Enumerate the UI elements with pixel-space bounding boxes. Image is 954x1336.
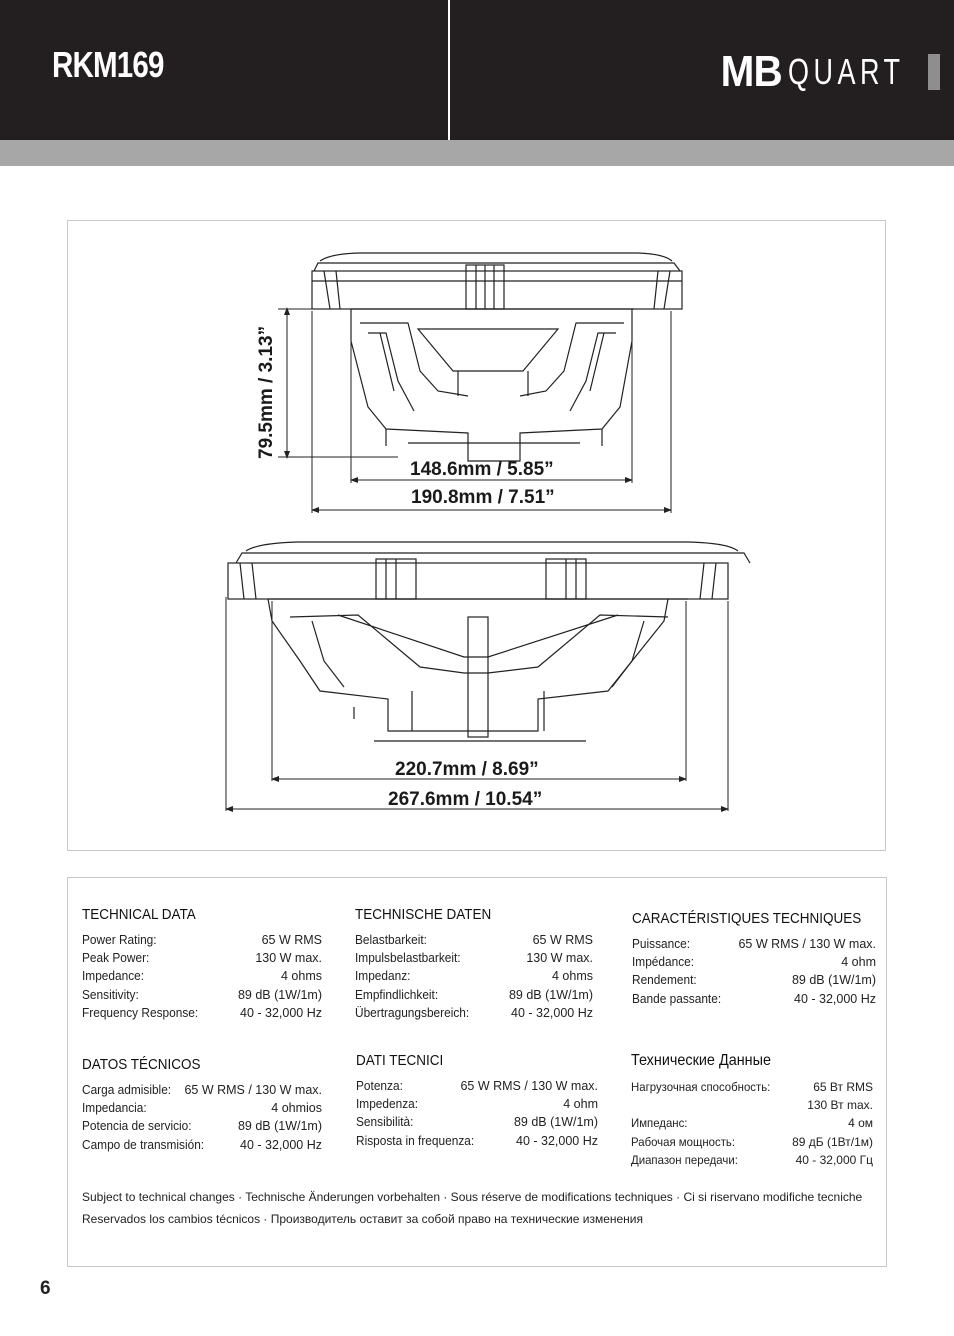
spec-row [355,986,593,1004]
spec-row [356,1077,598,1095]
spec-section-fr [632,910,876,1008]
spec-row [355,949,593,967]
speaker-side-view-bottom [228,542,750,741]
spec-value: 65 W RMS / 130 W max. [460,1079,598,1093]
spec-section-it [356,1052,598,1150]
spec-row [356,1095,598,1113]
header-divider [448,0,450,140]
spec-title: CARACTÉRISTIQUES TECHNIQUES [632,910,862,927]
spec-label: Impedenza: [356,1097,419,1112]
spec-row [632,990,876,1008]
height-dimension-label: 79.5mm / 3.13” [256,325,277,459]
spec-value: 4 ohm [563,1097,598,1112]
spec-title: DATOS TÉCNICOS [82,1056,201,1073]
spec-label: Bande passante: [632,991,722,1006]
spec-row [355,967,593,985]
speaker-drawing [68,221,887,852]
spec-label: Диапазон передачи: [631,1152,738,1167]
spec-label: Risposta in frequenza: [356,1133,475,1148]
spec-section-ru [631,1052,873,1169]
spec-row [82,931,322,949]
spec-value: 40 - 32,000 Hz [511,1005,593,1020]
spec-value: 65 W RMS / 130 W max. [184,1083,322,1097]
spec-row [82,1081,322,1099]
spec-row [355,1004,593,1022]
spec-section-de [355,906,593,1022]
dimension-drawing [67,220,886,851]
spec-value: 4 ohmios [271,1101,322,1116]
spec-value: 130 Вт max. [807,1098,873,1113]
spec-section-es [82,1056,322,1154]
spec-label: Peak Power: [82,951,150,966]
spec-row [356,1113,598,1131]
header-band [0,140,954,166]
spec-label: Sensitivity: [82,987,139,1002]
spec-label: Empfindlichkeit: [355,987,439,1002]
spec-value: 65 Вт RMS [813,1080,873,1094]
spec-value: 89 dB (1W/1m) [791,973,876,988]
spec-row [631,1114,873,1132]
speaker-side-view-top [312,253,682,461]
logo-bold-text: MB [720,47,782,96]
spec-row [631,1078,873,1096]
spec-label: Belastbarkeit: [355,933,427,947]
outer-width-bottom-label: 267.6mm / 10.54” [388,789,543,810]
spec-label: Impedance: [82,969,145,984]
spec-row [82,986,322,1004]
footnote-line-2: Reservados los cambios técnicos · Производитель оставит за собой право на технические изменения [82,1212,643,1226]
spec-value: 89 дБ (1Вт/1м) [792,1134,873,1149]
spec-value: 40 - 32,000 Hz [240,1137,322,1152]
spec-section-en [82,906,322,1022]
spec-label: Übertragungsbereich: [355,1005,470,1020]
brand-logo [718,47,940,96]
spec-value: 4 ohms [552,969,593,984]
spec-value: 130 W max. [255,951,322,966]
spec-value: 4 ohms [281,969,322,984]
outer-width-top-label: 190.8mm / 7.51” [411,487,555,508]
spec-label: Импеданс: [631,1116,688,1131]
spec-value: 130 W max. [526,951,593,966]
spec-row [631,1096,873,1114]
spec-row [632,935,876,953]
inner-width-bottom-label: 220.7mm / 8.69” [395,759,539,780]
spec-label: Sensibilità: [356,1115,414,1130]
spec-label: Puissance: [632,937,691,951]
logo-light-text: QUART [788,51,905,92]
spec-label: Impedancia: [82,1101,147,1116]
spec-row [356,1132,598,1150]
spec-title: TECHNICAL DATA [82,906,196,923]
footnote-line-1: Subject to technical changes · Technische Änderungen vorbehalten · Sous réserve de modifications techniques · Ci si riservano modifiche tecniche [82,1190,863,1204]
spec-label: Рабочая мощность: [631,1134,736,1149]
spec-row [631,1133,873,1151]
spec-title: TECHNISCHE DATEN [355,906,492,923]
spec-row [82,967,322,985]
logo-bar [928,54,940,90]
page-header [0,0,954,140]
spec-value: 40 - 32,000 Гц [795,1152,873,1167]
spec-title: Технические Данные [631,1052,771,1069]
spec-label: Potenza: [356,1079,403,1093]
spec-label: Impulsbelastbarkeit: [355,951,461,966]
spec-value: 4 ом [848,1116,873,1131]
spec-value: 65 W RMS [532,933,593,947]
spec-label: Frequency Response: [82,1005,199,1020]
spec-row [82,949,322,967]
spec-value: 65 W RMS / 130 W max. [738,937,876,951]
spec-value: 40 - 32,000 Hz [794,991,876,1006]
spec-label: Impedanz: [355,969,411,984]
spec-label: Potencia de servicio: [82,1119,192,1134]
spec-value: 40 - 32,000 Hz [516,1133,598,1148]
model-name: RKM169 [52,44,164,85]
spec-title: DATI TECNICI [356,1052,444,1069]
spec-value: 4 ohm [841,955,876,970]
spec-row [632,953,876,971]
spec-row [632,971,876,989]
spec-label: Impédance: [632,955,695,970]
spec-value: 89 dB (1W/1m) [513,1115,598,1130]
spec-value: 89 dB (1W/1m) [237,1119,322,1134]
spec-row [631,1151,873,1169]
spec-row [82,1004,322,1022]
spec-row [82,1136,322,1154]
spec-label: Нагрузочная способность: [631,1080,771,1094]
spec-row [355,931,593,949]
spec-value: 89 dB (1W/1m) [508,987,593,1002]
spec-row [82,1099,322,1117]
spec-row [82,1117,322,1135]
spec-label: Campo de transmisión: [82,1137,205,1152]
spec-value: 40 - 32,000 Hz [240,1005,322,1020]
page-number: 6 [40,1278,51,1299]
spec-label: Rendement: [632,973,697,988]
inner-width-top-label: 148.6mm / 5.85” [410,459,554,480]
spec-value: 65 W RMS [261,933,322,947]
spec-label: Power Rating: [82,933,157,947]
spec-label: Carga admisible: [82,1083,172,1097]
spec-value: 89 dB (1W/1m) [237,987,322,1002]
